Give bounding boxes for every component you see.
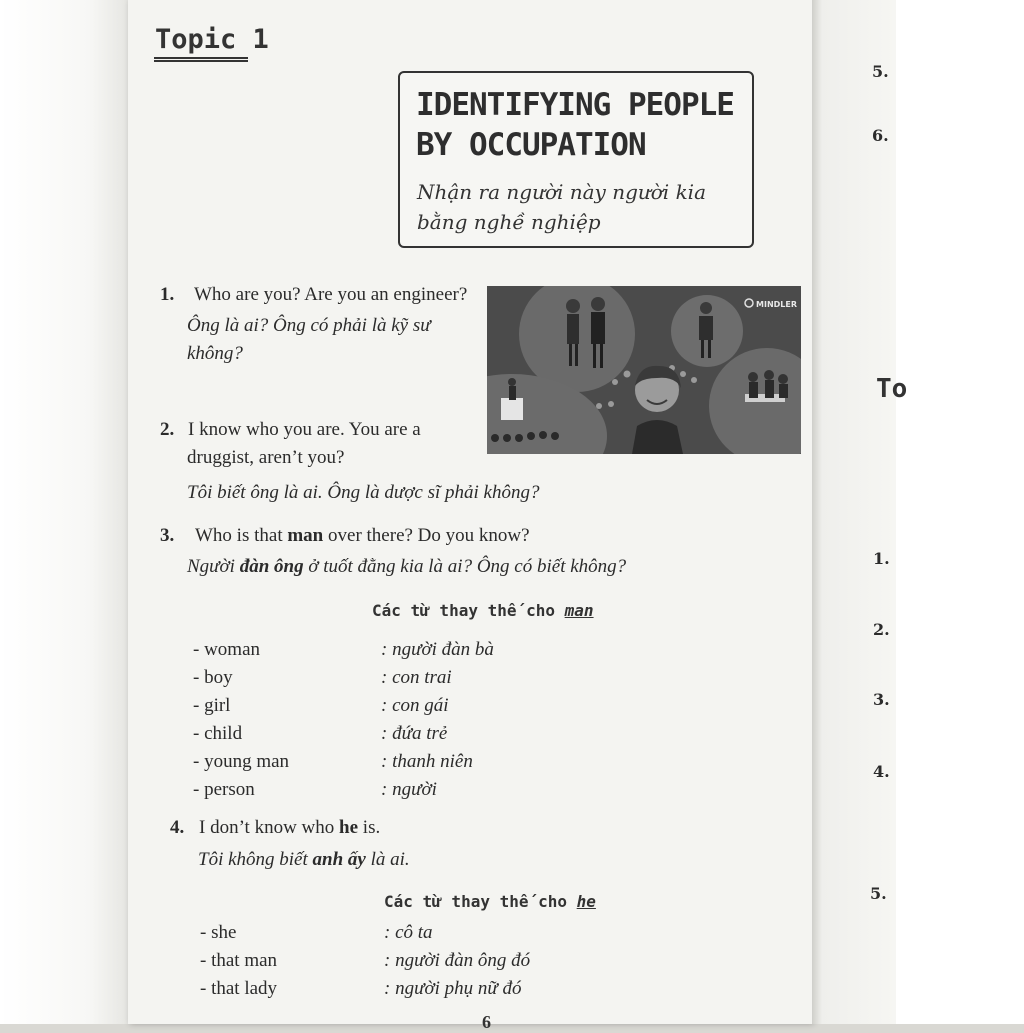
- list-item: [193, 748, 593, 776]
- word: - woman: [193, 639, 261, 660]
- substitutes-man-list: [193, 636, 593, 804]
- meaning: : con gái: [381, 695, 449, 716]
- title-english: IDENTIFYING PEOPLE BY OCCUPATION: [416, 87, 734, 163]
- text: Người: [187, 556, 240, 577]
- right-page-number-4: 4.: [873, 762, 890, 781]
- meaning: : cô ta: [384, 922, 433, 943]
- substitutes-he-title: [384, 892, 596, 911]
- item-number: 4.: [170, 817, 185, 838]
- item-1-english: Who are you? Are you an engineer?: [194, 284, 468, 305]
- list-item: [200, 919, 600, 947]
- item-1-vietnamese: Ông là ai? Ông có phải là kỹ sư không?: [187, 315, 431, 364]
- topic-underline: [154, 57, 248, 59]
- bold-word: man: [287, 525, 324, 546]
- page-number: 6: [482, 1012, 491, 1032]
- right-background: [896, 0, 1024, 1024]
- item-2: [160, 416, 470, 472]
- left-background: [0, 0, 128, 1024]
- meaning: : đứa trẻ: [381, 723, 448, 744]
- text: Tôi không biết: [198, 849, 313, 870]
- underlined-word: he: [576, 892, 596, 911]
- list-item: [200, 975, 600, 1003]
- word: - person: [193, 779, 255, 800]
- right-page-number-5: 5.: [872, 62, 889, 81]
- word: - child: [193, 723, 243, 744]
- mindler-logo: MINDLER: [756, 300, 797, 309]
- right-page-number-1: 1.: [873, 549, 890, 568]
- substitutes-man-title: [372, 601, 594, 620]
- title-vietnamese: Nhận ra người này người kia bằng nghề nghiệp: [417, 180, 707, 234]
- right-page-number-3: 3.: [873, 690, 890, 709]
- meaning: : người đàn bà: [381, 639, 494, 660]
- word: - girl: [193, 695, 231, 716]
- right-page-number-6: 6.: [872, 126, 889, 145]
- bold-word: anh ấy: [312, 849, 366, 870]
- meaning: : con trai: [381, 667, 452, 688]
- text: Các từ thay thế cho: [372, 601, 565, 620]
- list-item: [193, 692, 593, 720]
- item-4-english: [199, 814, 410, 842]
- word: - boy: [193, 667, 233, 688]
- topic-heading: Topic 1: [155, 24, 269, 55]
- text: I don’t know who: [199, 817, 340, 838]
- item-number: 2.: [160, 419, 175, 440]
- word: - that lady: [200, 978, 278, 999]
- item-2-vietnamese: Tôi biết ông là ai. Ông là dược sĩ phải không?: [187, 482, 540, 503]
- item-number: 1.: [160, 284, 175, 305]
- item-3-english: [195, 522, 626, 550]
- occupation-illustration: [487, 286, 801, 454]
- list-item: [193, 636, 593, 664]
- next-page-edge: [812, 0, 896, 1024]
- meaning: : người phụ nữ đó: [384, 978, 522, 999]
- list-item: [193, 776, 593, 804]
- text: is.: [358, 817, 381, 838]
- right-page-heading: To: [876, 374, 908, 404]
- item-3-vietnamese: [187, 553, 626, 581]
- item-number: 3.: [160, 525, 175, 546]
- text: over there? Do you know?: [323, 525, 530, 546]
- meaning: : người đàn ông đó: [384, 950, 531, 971]
- list-item: [193, 720, 593, 748]
- word: - young man: [193, 751, 290, 772]
- right-page-number-2: 2.: [873, 620, 890, 639]
- item-2-english: I know who you are. You are a druggist, aren’t you?: [187, 419, 421, 468]
- underlined-word: man: [564, 601, 594, 620]
- title-box: [398, 71, 754, 248]
- word: - that man: [200, 950, 278, 971]
- text: ở tuốt đằng kia là ai? Ông có biết không?: [303, 556, 627, 577]
- text: Who is that: [195, 525, 288, 546]
- item-4-vietnamese: [198, 846, 410, 874]
- item-1: [160, 281, 470, 368]
- list-item: [200, 947, 600, 975]
- bold-word: đàn ông: [239, 556, 304, 577]
- meaning: : người: [381, 779, 437, 800]
- right-page-number-5b: 5.: [870, 884, 887, 903]
- list-item: [193, 664, 593, 692]
- bold-word: he: [339, 817, 359, 838]
- item-4: [170, 814, 410, 874]
- substitutes-he-list: [200, 919, 600, 1003]
- meaning: : thanh niên: [381, 751, 473, 772]
- text: Các từ thay thế cho: [384, 892, 577, 911]
- item-3: [160, 522, 626, 581]
- word: - she: [200, 922, 237, 943]
- text: là ai.: [365, 849, 410, 870]
